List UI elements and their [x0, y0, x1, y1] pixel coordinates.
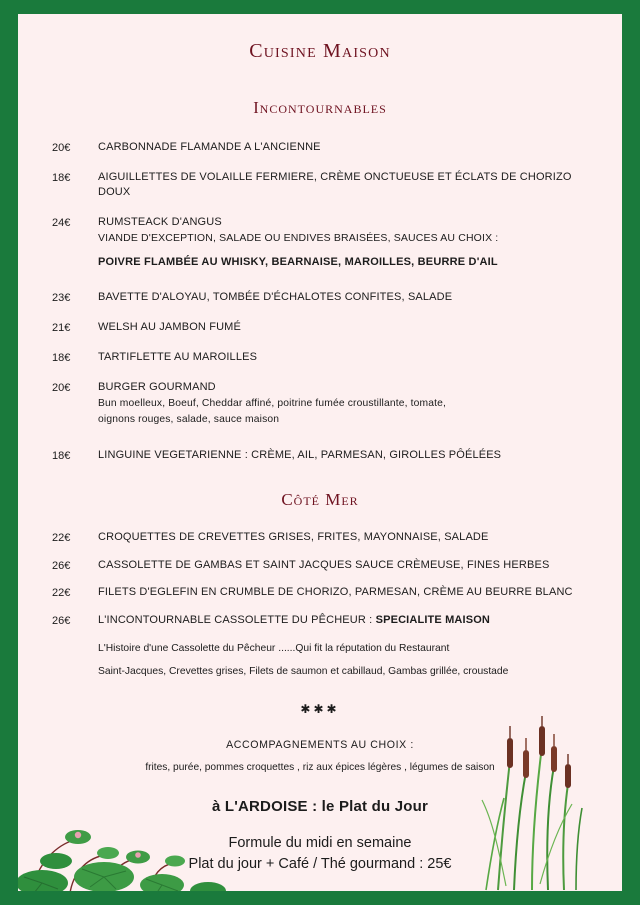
formule-line-1: Formule du midi en semaine — [228, 834, 412, 851]
item-price: 23€ — [52, 292, 71, 305]
menu-item — [52, 558, 588, 574]
item-description: L'INCONTOURNABLE CASSOLETTE DU PÊCHEUR : — [98, 614, 376, 627]
item-description: LINGUINE VEGETARIENNE : CRÈME, AIL, PARMESAN, GIROLLES PÔÉLÉES — [98, 448, 502, 461]
menu-content — [18, 40, 622, 875]
menu-page — [18, 14, 622, 891]
menu-item — [52, 585, 588, 601]
item-price: 18€ — [52, 171, 71, 184]
accompagnements-title: ACCOMPAGNEMENTS AU CHOIX : — [226, 738, 414, 751]
item-price: 18€ — [52, 449, 71, 462]
ardoise-title: à L'ARDOISE : le Plat du Jour — [211, 797, 429, 815]
item-description: BAVETTE D'ALOYAU, TOMBÉE D'ÉCHALOTES CONFITES, SALADE — [98, 291, 453, 304]
item-description: AIGUILLETTES DE VOLAILLE FERMIERE, CRÈME ONCTUEUSE ET ÉCLATS DE CHORIZO DOUX — [98, 170, 572, 199]
menu-item — [52, 613, 588, 629]
menu-item — [52, 170, 588, 201]
item-specialty-badge: SPECIALITE MAISON — [375, 614, 491, 627]
item-description: TARTIFLETTE AU MAROILLES — [98, 350, 258, 363]
item-price: 21€ — [52, 321, 71, 334]
menu-item — [52, 215, 588, 270]
menu-item — [52, 448, 588, 464]
item-description: CASSOLETTE DE GAMBAS ET SAINT JACQUES SAUCE CRÈMEUSE, FINES HERBES — [98, 558, 550, 571]
formule-block — [52, 833, 588, 875]
page-title: Cuisine Maison — [249, 40, 391, 62]
menu-item — [52, 530, 588, 546]
section-title-incontournables: Incontournables — [253, 98, 387, 117]
item-subdescription: VIANDE D'EXCEPTION, SALADE OU ENDIVES BRAISÉES, SAUCES AU CHOIX : — [98, 232, 499, 245]
item-price: 18€ — [52, 351, 71, 364]
item-description: WELSH AU JAMBON FUMÉ — [98, 320, 241, 333]
menu-list-incontournables — [52, 140, 588, 464]
formule-line-2: Plat du jour + Café / Thé gourmand : 25€ — [188, 855, 452, 872]
item-price: 26€ — [52, 615, 71, 628]
menu-item — [52, 380, 588, 428]
item-description: CARBONNADE FLAMANDE A L'ANCIENNE — [98, 141, 321, 153]
story-line: Saint-Jacques, Crevettes grises, Filets de saumon et cabillaud, Gambas grillée, croustade — [98, 666, 509, 677]
item-description-group — [98, 613, 588, 628]
item-price: 20€ — [52, 381, 71, 394]
section-separator: ✱✱✱ — [300, 701, 340, 716]
story-line: L'Histoire d'une Cassolette du Pêcheur ......Qui fit la réputation du Restaurant — [98, 643, 450, 655]
cassolette-story — [98, 641, 588, 680]
menu-item — [52, 290, 588, 306]
item-price: 24€ — [52, 216, 71, 229]
item-price: 26€ — [52, 559, 71, 572]
item-price: 22€ — [52, 587, 71, 600]
item-description-group — [98, 215, 588, 270]
item-description: FILETS D'EGLEFIN EN CRUMBLE DE CHORIZO, PARMESAN, CRÈME AU BEURRE BLANC — [98, 586, 573, 599]
item-description: CROQUETTES DE CREVETTES GRISES, FRITES, MAYONNAISE, SALADE — [98, 530, 489, 543]
item-description-group — [98, 380, 588, 428]
item-subdescription: oignons rouges, salade, sauce maison — [98, 414, 280, 426]
item-description: BURGER GOURMAND — [98, 380, 216, 393]
item-price: 20€ — [52, 142, 71, 154]
item-price: 22€ — [52, 531, 71, 544]
menu-item — [52, 140, 588, 156]
item-subdescription: Bun moelleux, Boeuf, Cheddar affiné, poitrine fumée croustillante, tomate, — [98, 398, 447, 410]
menu-list-cote-mer — [52, 530, 588, 680]
item-sauces: POIVRE FLAMBÉE AU WHISKY, BEARNAISE, MAROILLES, BEURRE D'AIL — [98, 255, 498, 268]
menu-item — [52, 350, 588, 366]
section-title-cote-mer: Côté Mer — [281, 489, 359, 509]
item-description: RUMSTEACK D'ANGUS — [98, 215, 222, 228]
accompagnements-list: frites, purée, pommes croquettes , riz aux épices légères , légumes de saison — [145, 761, 495, 773]
menu-item — [52, 320, 588, 336]
